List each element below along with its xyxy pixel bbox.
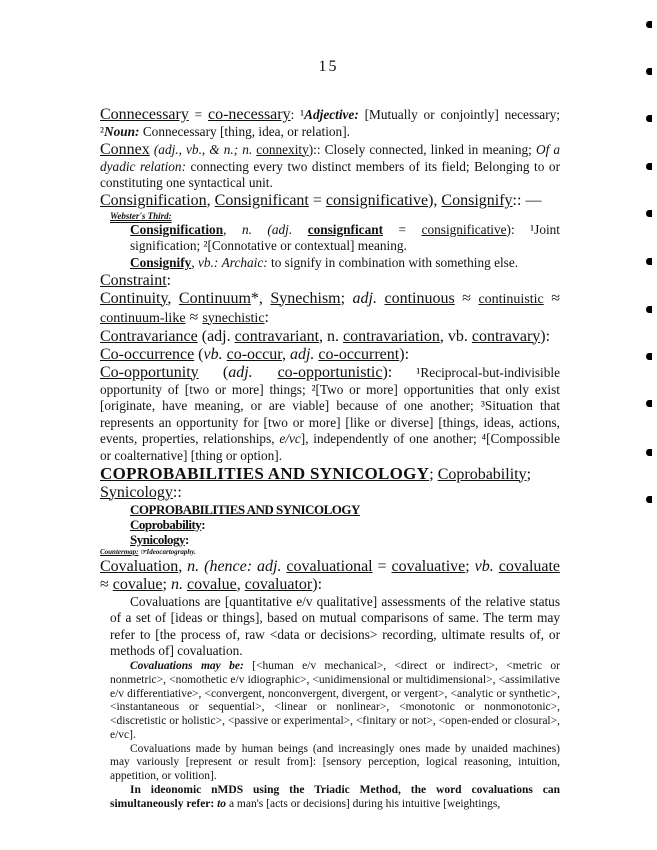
entry-contravariance: Contravariance (adj. contravariant, n. contravariation, vb. contravary): — [100, 327, 551, 345]
paragraph — [100, 660, 560, 743]
derived-noun: connexity — [256, 141, 309, 157]
sub-headword: COPROBABILITIES AND SYNICOLOGY — [130, 501, 360, 517]
sub-eq: consignificative — [421, 221, 507, 237]
headword: Co-opportunity — [100, 363, 199, 381]
definition: Closely connected, linked in meaning; — [324, 141, 532, 157]
adj-form: co-occurrent — [318, 345, 400, 363]
qualifier: Of a dyadic relation: — [100, 141, 561, 174]
definition: Connecessary [thing, idea, or relation]. — [142, 124, 350, 139]
punch-mark-icon — [646, 163, 652, 170]
entry-covaluation: Covaluation, n. (hence: adj. covaluational = covaluative; vb. covaluate ≈ covalue; n. covalue, covaluator): Covaluations are [quantitative e/v qualitative] assessments of the relative status of a set of [ideas or things], based on mutual comparisons of same. The term may refer to [the process of, raw <data or decisions> recording, ultimate results of, or methods of] covaluation. Covaluations may be: [<human e/v mechanical>, <direct or indirect>, <metric or nonmetric>, <nomothetic e/v idiographic>, <unidimensional or multidimensional>, <assimilative e/v differentiative>, <convergent, nonconvergent, divergent, or vergent>, <analytic or synthetic>, <instantaneous or sequential>, <linear or nonlinear>, <monotonic or nonmonotonic>, <discretistic or holistic>, <passive or experimental>, <finitary or not>, <open-ended or closural>, e/vc]. Covaluations made by human beings (and increasingly ones made by unaided machines) may variously [represent or result from]: [sensory perception, logical reasoning, intuition, appetition, or volition]. In ideonomic nMDS using the Triadic Method, the word covaluations can simultaneously refer: to a man's [acts or decisions] during his intuitive [weightings, — [100, 557, 561, 810]
alt-form: continuum-like — [100, 310, 186, 326]
sub-headword: Synicology — [130, 531, 185, 547]
adj-form: covaluational — [286, 557, 373, 575]
punch-mark-icon — [646, 68, 652, 75]
noun-form: covaluator — [244, 575, 313, 593]
headword: Continuity — [100, 289, 168, 307]
headword: COPROBABILITIES AND SYNICOLOGY — [100, 463, 430, 483]
sub-headword: Consignification — [130, 221, 224, 237]
page-number: 15 — [318, 58, 339, 75]
pos: n. (adj. — [241, 221, 293, 237]
list-label: Covaluations may be: — [130, 659, 244, 672]
headword: Connex — [100, 140, 150, 158]
bold-lead: In ideonomic nMDS using the Triadic Method, the word covaluations can simultaneously refer: — [110, 784, 560, 810]
definition: to signify in combination with something else. — [271, 254, 519, 270]
headword: Covaluation — [100, 557, 179, 575]
countermap-label: Countermap: — [100, 547, 139, 556]
definition: Reciprocal-but-indivisible opportunity of [two or more] things; ²[Two or more] opportunities that only exist [originate, have meaning, or are viable] because of one another; ³Situation that represents an opportunity for [two or more] [like or diverse] [things, ideas, actions, events, properties, relationships, — [100, 364, 561, 447]
pos: vb.: — [198, 254, 219, 270]
pointing-hand-icon: ☞ — [140, 547, 147, 556]
headword: Consignify — [441, 191, 513, 209]
entry-connecessary: Connecessary = co-necessary: ¹Adjective: [Mutually or conjointly] necessary; ²Noun: Connecessary [thing, idea, or relation]. — [100, 106, 560, 139]
punch-mark-icon — [646, 496, 652, 503]
adj-form: continuous — [384, 289, 455, 307]
pos: vb. — [474, 557, 494, 575]
sub-headword: Coprobability — [130, 516, 202, 532]
list-text: [<human e/v mechanical>, <direct or indirect>, <metric or nonmetric>, <nomothetic e/v idiographic>, <unidimensional or multidimensional>, <assimilative e/v differentiative>, <convergent, nonconvergent, divergent, or vergent>, <analytic or synthetic>, <instantaneous or sequential>, <linear or nonlinear>, <monotonic or nonmonotonic>, <discretistic or holistic>, <passive or experimental>, <finitary or not>, <open-ended or closural>, e/vc]. — [110, 659, 561, 741]
punch-mark-icon — [646, 21, 652, 28]
headword: consignificative — [325, 191, 429, 209]
adj-form: co-opportunistic — [277, 363, 383, 381]
entry-coopportunity: Co-opportunity (adj. co-opportunistic): ¹Reciprocal-but-indivisible opportunity of [two or more] things; ²[Two or more] opportunities that only exist [originate, have meaning, or are viable] because of one another; ³Situation that represents an opportunity for [two or more] [like or diverse] [things, ideas, actions, events, properties, relationships, e/vc], independently of one another; ⁴[Compossible or coalternative] [thing or option]. — [100, 363, 561, 463]
entry-constraint: Constraint: — [100, 271, 172, 289]
punch-mark-icon — [646, 449, 652, 456]
entry-consignification: Consignification, Consignificant = consignificative), Consignify:: — Webster's Third: Consignification, n. (adj. consignficant = consignificative): ¹Joint signification; ²[Connotative or contextual] meaning. Consignify, vb.: Archaic: to signify in combination with something else. — [100, 191, 561, 270]
headword: Continuum — [178, 289, 251, 307]
headword: Connecessary — [100, 106, 189, 123]
headword: Synicology — [100, 483, 173, 501]
punch-mark-icon — [646, 400, 652, 407]
definition: connecting every two distinct members of its field; Belonging to or constituting one syntactical unit. — [100, 158, 561, 191]
adj-form: contravariant — [234, 327, 320, 345]
verb-form: co-occur — [226, 345, 282, 363]
headword: Constraint — [100, 271, 167, 289]
definition: ], independently of one another; ⁴[Compossible or coalternative] [thing or option]. — [100, 431, 560, 463]
punch-mark-icon — [646, 258, 652, 265]
verb-form: contravary — [471, 327, 541, 345]
subentry-consignification: Consignification, n. (adj. consignficant = consignificative): ¹Joint signification; ²[Connotative or contextual] meaning. — [130, 221, 561, 254]
punch-mark-icon — [646, 306, 652, 313]
entry-cooccurrence: Co-occurrence (vb. co-occur, adj. co-occurrent): — [100, 345, 410, 363]
punch-mark-icon — [646, 115, 652, 122]
headword: Consignificant — [214, 191, 309, 209]
entry-connex: Connex (adj., vb., & n.; n. connexity):: Closely connected, linked in meaning; Of a dyadic relation: connecting every two distinct members of its field; Belonging to or constituting one syntactical unit. — [100, 140, 561, 191]
countermap-reference — [100, 547, 560, 558]
equivalent: co-necessary — [207, 106, 291, 123]
pos-label: Adjective: — [304, 107, 359, 122]
noun-form: covalue — [186, 575, 237, 593]
punch-mark-icon — [646, 210, 652, 217]
cross-reference[interactable]: Ideocartography. — [146, 547, 196, 556]
noun-form: contravariation — [343, 327, 440, 345]
entry-coprobabilities: COPROBABILITIES AND SYNICOLOGY; Coprobability; Synicology:: COPROBABILITIES AND SYNICOLOGY Coprobability: Synicology: Countermap: ☞Ideocartography. — [100, 465, 560, 558]
paragraph: Covaluations made by human beings (and increasingly ones made by unaided machines) may variously [represent or result from]: [sensory perception, logical reasoning, intuition, appetition, or volition]. — [110, 742, 560, 783]
verb-form: covaluate — [498, 557, 561, 575]
pos-label: Noun: — [104, 124, 140, 139]
definition: Joint signification; ²[Connotative or contextual] meaning. — [130, 221, 561, 254]
qualifier: Archaic: — [221, 254, 268, 270]
paragraph: Covaluations are [quantitative e/v qualitative] assessments of the relative status of a set of [ideas or things], based on mutual comparisons of same. The term may refer to [the process of, raw <data or decisions> recording, ultimate results of, or methods of] covaluation. — [110, 593, 560, 659]
emphasis: to — [217, 797, 227, 810]
pos: (adj., vb., & n.; n. — [153, 141, 253, 157]
headword: Synechism — [270, 289, 341, 307]
adj-form: covaluative — [391, 557, 466, 575]
dictionary-content — [100, 106, 560, 812]
pos: n. (hence: adj. — [187, 557, 282, 575]
paragraph-text: a man's [acts or decisions] during his intuitive [weightings, — [228, 797, 501, 810]
alt-form: continuistic — [478, 291, 544, 307]
headword: Coprobability — [437, 465, 527, 483]
sub-headword: Consignify — [130, 254, 192, 270]
verb-form: covalue — [112, 575, 163, 593]
punch-mark-icon — [646, 353, 652, 360]
subentry-consignify: Consignify, vb.: Archaic: to signify in combination with something else. — [130, 254, 519, 270]
abbrev: e/vc — [279, 431, 301, 447]
alt-form: synechistic — [202, 310, 265, 326]
definition: [Mutually or conjointly] necessary; — [364, 107, 560, 122]
headword: Co-occurrence — [100, 345, 195, 363]
pos: n. — [170, 575, 183, 593]
entry-continuity: Continuity, Continuum*, Synechism; adj. continuous ≈ continuistic ≈ continuum-like ≈ synechistic: — [100, 289, 561, 326]
websters-third-label: Webster's Third: — [110, 210, 172, 221]
paragraph — [100, 784, 560, 812]
sub-adj: consignficant — [307, 221, 384, 237]
headword: Consignification — [100, 191, 207, 209]
headword: Contravariance — [100, 327, 198, 345]
